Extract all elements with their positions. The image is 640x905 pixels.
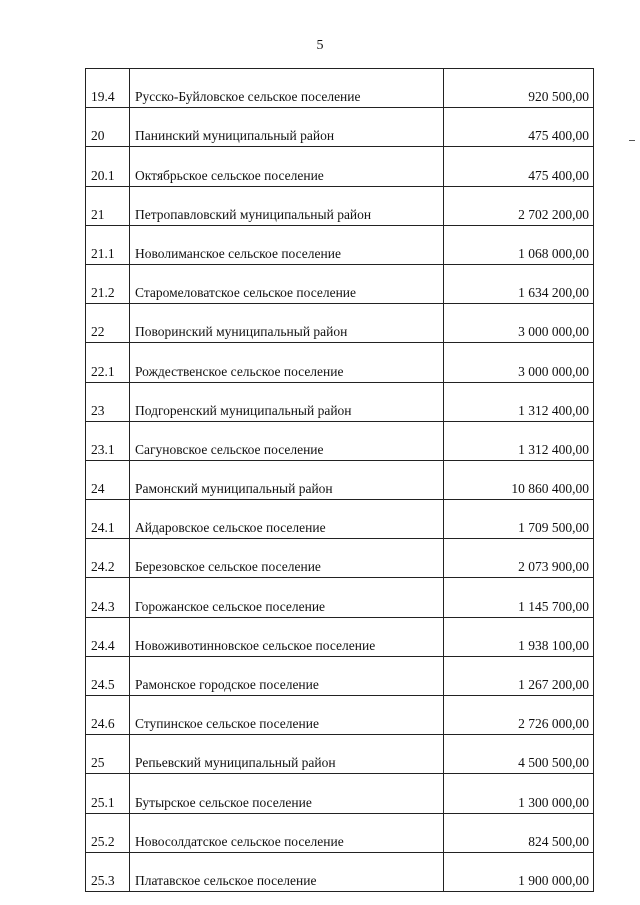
row-number-cell: 20.1: [86, 147, 130, 186]
municipality-name-cell: Бутырское сельское поселение: [130, 774, 444, 813]
municipality-name-cell: Подгоренский муниципальный район: [130, 382, 444, 421]
municipality-name-cell: Березовское сельское поселение: [130, 539, 444, 578]
amount-cell: 1 938 100,00: [444, 617, 594, 656]
amount-cell: 1 312 400,00: [444, 421, 594, 460]
amount-cell: 10 860 400,00: [444, 460, 594, 499]
municipality-name-cell: Панинский муниципальный район: [130, 108, 444, 147]
table-row: [86, 264, 594, 303]
municipality-name-cell: Петропавловский муниципальный район: [130, 186, 444, 225]
municipality-name-cell: Рамонское городское поселение: [130, 656, 444, 695]
table-row: [86, 108, 594, 147]
amount-cell: 824 500,00: [444, 813, 594, 852]
table-row: [86, 539, 594, 578]
amount-cell: 1 709 500,00: [444, 500, 594, 539]
amount-cell: 1 267 200,00: [444, 656, 594, 695]
table-row: [86, 421, 594, 460]
table-row: [86, 578, 594, 617]
row-number-cell: 25.3: [86, 852, 130, 891]
amount-cell: 1 634 200,00: [444, 264, 594, 303]
amount-cell: 3 000 000,00: [444, 343, 594, 382]
amount-cell: 1 145 700,00: [444, 578, 594, 617]
amount-cell: 4 500 500,00: [444, 735, 594, 774]
table-row: [86, 656, 594, 695]
table-row: [86, 147, 594, 186]
municipality-name-cell: Старомеловатское сельское поселение: [130, 264, 444, 303]
table-row: [86, 186, 594, 225]
municipality-name-cell: Новосолдатское сельское поселение: [130, 813, 444, 852]
row-number-cell: 19.4: [86, 69, 130, 108]
row-number-cell: 24.1: [86, 500, 130, 539]
municipality-name-cell: Рамонский муниципальный район: [130, 460, 444, 499]
table-row: [86, 774, 594, 813]
row-number-cell: 22: [86, 304, 130, 343]
amount-cell: 1 300 000,00: [444, 774, 594, 813]
municipality-name-cell: Русско-Буйловское сельское поселение: [130, 69, 444, 108]
page-number: 5: [316, 38, 324, 53]
row-number-cell: 23.1: [86, 421, 130, 460]
row-number-cell: 25.2: [86, 813, 130, 852]
row-number-cell: 20: [86, 108, 130, 147]
row-number-cell: 23: [86, 382, 130, 421]
amount-cell: 475 400,00: [444, 108, 594, 147]
amount-cell: 2 073 900,00: [444, 539, 594, 578]
municipality-name-cell: Репьевский муниципальный район: [130, 735, 444, 774]
row-number-cell: 22.1: [86, 343, 130, 382]
table-row: [86, 304, 594, 343]
table-row: [86, 617, 594, 656]
municipality-name-cell: Поворинский муниципальный район: [130, 304, 444, 343]
municipality-name-cell: Новоживотинновское сельское поселение: [130, 617, 444, 656]
amount-cell: 920 500,00: [444, 69, 594, 108]
table-row: [86, 382, 594, 421]
amount-cell: 1 900 000,00: [444, 852, 594, 891]
row-number-cell: 25.1: [86, 774, 130, 813]
amount-cell: 1 312 400,00: [444, 382, 594, 421]
row-number-cell: 25: [86, 735, 130, 774]
table-row: [86, 343, 594, 382]
row-number-cell: 21.1: [86, 225, 130, 264]
municipality-name-cell: Рождественское сельское поселение: [130, 343, 444, 382]
table-body: [86, 69, 594, 892]
municipality-name-cell: Горожанское сельское поселение: [130, 578, 444, 617]
table-row: [86, 813, 594, 852]
margin-mark: [629, 140, 635, 141]
municipality-name-cell: Айдаровское сельское поселение: [130, 500, 444, 539]
municipality-name-cell: Ступинское сельское поселение: [130, 696, 444, 735]
row-number-cell: 24: [86, 460, 130, 499]
table-row: [86, 500, 594, 539]
row-number-cell: 24.4: [86, 617, 130, 656]
allocation-table: [85, 68, 594, 892]
table-row: [86, 225, 594, 264]
municipality-name-cell: Сагуновское сельское поселение: [130, 421, 444, 460]
table-row: [86, 460, 594, 499]
amount-cell: 3 000 000,00: [444, 304, 594, 343]
row-number-cell: 24.5: [86, 656, 130, 695]
amount-cell: 2 726 000,00: [444, 696, 594, 735]
row-number-cell: 24.3: [86, 578, 130, 617]
municipality-name-cell: Новолиманское сельское поселение: [130, 225, 444, 264]
amount-cell: 1 068 000,00: [444, 225, 594, 264]
municipality-name-cell: Октябрьское сельское поселение: [130, 147, 444, 186]
row-number-cell: 21: [86, 186, 130, 225]
amount-cell: 475 400,00: [444, 147, 594, 186]
row-number-cell: 21.2: [86, 264, 130, 303]
table-row: [86, 852, 594, 891]
municipality-name-cell: Платавское сельское поселение: [130, 852, 444, 891]
table-row: [86, 735, 594, 774]
row-number-cell: 24.6: [86, 696, 130, 735]
amount-cell: 2 702 200,00: [444, 186, 594, 225]
table-row: [86, 69, 594, 108]
table-row: [86, 696, 594, 735]
row-number-cell: 24.2: [86, 539, 130, 578]
